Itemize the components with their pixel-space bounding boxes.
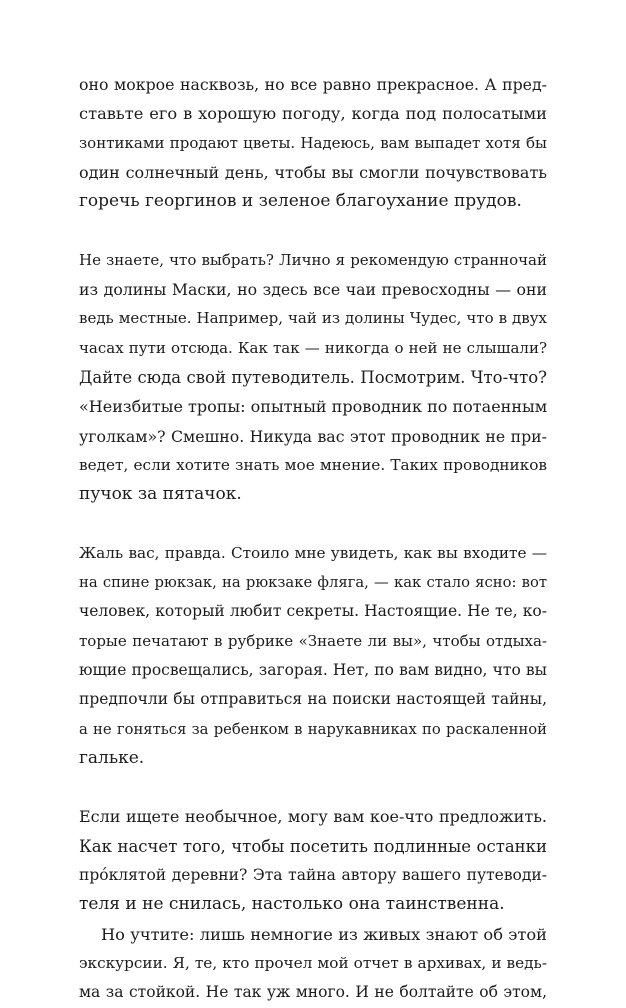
- paragraph-gap: [79, 216, 547, 245]
- text-line: Если ищете необычное, могу вам кое-что предложить.: [79, 807, 547, 827]
- paragraph-gap: [79, 509, 547, 538]
- text-line: зонтиками продают цветы. Надеюсь, вам выпадет хотя бы: [79, 133, 547, 152]
- text-line: Не знаете, что выбрать? Лично я рекомендую странночай: [79, 250, 547, 269]
- text-line: гальке.: [79, 747, 145, 768]
- paragraph-2: [79, 246, 547, 510]
- text-line: часах пути отсюда. Как так — никогда о ней не слышали?: [79, 338, 547, 357]
- text-line: «Неизбитые тропы: опытный проводник по потаенным: [79, 397, 548, 417]
- text-line: ведь местные. Например, чай из долины Чудес, что в двух: [79, 309, 547, 328]
- text-line: оно мокрое насквозь, но все равно прекрасное. А пред-: [79, 75, 547, 94]
- page-text: [79, 70, 547, 1008]
- text-line: предпочли бы отправиться на поиски настоящей тайны,: [79, 690, 547, 709]
- paragraph-4: [79, 802, 547, 919]
- text-line: ющие просвещались, загорая. Нет, по вам видно, что вы: [79, 660, 547, 679]
- text-line: экскурсии. Я, те, кто прочел мой отчет в архивах, и ведь-: [79, 953, 547, 972]
- text-line: ставьте его в хорошую погоду, когда под полосатыми: [79, 104, 547, 124]
- text-line: Дайте сюда свой путеводитель. Посмотрим. Что-что?: [79, 367, 547, 387]
- text-line: ма за стойкой. Не так уж много. И не болтайте об этом,: [79, 983, 547, 1002]
- text-line: теля и не снилась, настолько она таинственна.: [79, 894, 505, 915]
- paragraph-3: [79, 539, 547, 773]
- paragraph-gap: [79, 773, 547, 802]
- paragraph-1: [79, 70, 547, 216]
- text-line: Но учтите: лишь немногие из живых знают об этой: [101, 924, 547, 944]
- text-line: а не гоняться за ребенком в нарукавниках по раскаленной: [79, 720, 547, 738]
- text-line: Жаль вас, правда. Стоило мне увидеть, как вы входите —: [79, 543, 547, 562]
- text-line: пучок за пятачок.: [79, 484, 242, 505]
- text-line: уголкам»? Смешно. Никуда вас этот проводник не при-: [79, 426, 547, 446]
- text-line: ведет, если хотите знать мое мнение. Таких проводников: [79, 455, 547, 474]
- text-line: торые печатают в рубрике «Знаете ли вы», чтобы отдыха-: [79, 631, 547, 650]
- text-line: из долины Маски, но здесь все чаи превосходны — они: [79, 280, 547, 300]
- paragraph-5: [79, 920, 547, 1008]
- text-line: Как насчет того, чтобы посетить подлинные останки: [79, 836, 547, 856]
- text-line: про́клятой деревни? Эта тайна автору вашего путеводи-: [79, 866, 547, 885]
- text-line: человек, который любит секреты. Настоящие. Не те, ко-: [79, 602, 547, 621]
- text-line: на спине рюкзак, на рюкзаке фляга, — как стало ясно: вот: [79, 574, 547, 592]
- text-line: горечь георгинов и зеленое благоухание прудов.: [79, 191, 522, 212]
- text-line: один солнечный день, чтобы вы смогли почувствовать: [79, 162, 547, 182]
